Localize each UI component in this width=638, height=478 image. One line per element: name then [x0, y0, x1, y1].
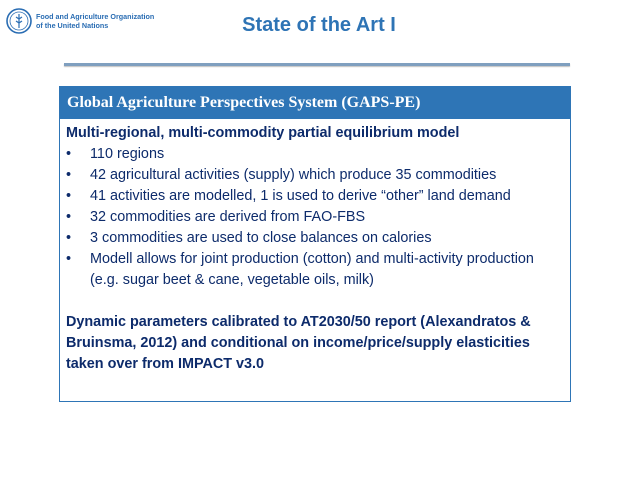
bullet-icon: • — [66, 167, 72, 183]
list-item-text: 42 agricultural activities (supply) which produce 35 commodities — [90, 167, 497, 183]
list-item — [66, 165, 564, 186]
title-divider — [64, 63, 570, 66]
list-item — [66, 249, 564, 291]
spacer — [66, 291, 564, 312]
list-item — [66, 228, 564, 249]
bullet-icon: • — [66, 146, 72, 162]
bullet-list — [66, 144, 564, 291]
list-item-text: 3 commodities are used to close balances on calories — [90, 230, 432, 246]
box-body — [60, 119, 570, 375]
content-box — [59, 86, 571, 402]
list-item-text: 32 commodities are derived from FAO-FBS — [90, 209, 366, 225]
logo-line-2: of the United Nations — [36, 21, 109, 30]
bullet-icon: • — [66, 251, 72, 267]
model-subtitle: Multi-regional, multi-commodity partial equilibrium model — [66, 125, 460, 141]
list-item — [66, 144, 564, 165]
box-header: Global Agriculture Perspectives System (GAPS-PE) — [60, 87, 570, 119]
closing-paragraph: Dynamic parameters calibrated to AT2030/50 report (Alexandratos & Bruinsma, 2012) and conditional on income/price/supply elasticities taken over from IMPACT v3.0 — [66, 314, 531, 372]
bullet-icon: • — [66, 188, 72, 204]
list-item-text: Modell allows for joint production (cotton) and multi-activity production (e.g. sugar beet & cane, vegetable oils, milk) — [90, 251, 534, 288]
list-item — [66, 186, 564, 207]
list-item-text: 110 regions — [90, 146, 165, 162]
list-item — [66, 207, 564, 228]
bullet-icon: • — [66, 209, 72, 225]
slide-title: State of the Art I — [242, 14, 396, 36]
bullet-icon: • — [66, 230, 72, 246]
logo-line-1: Food and Agriculture Organization — [36, 12, 155, 21]
list-item-text: 41 activities are modelled, 1 is used to derive “other” land demand — [90, 188, 511, 204]
